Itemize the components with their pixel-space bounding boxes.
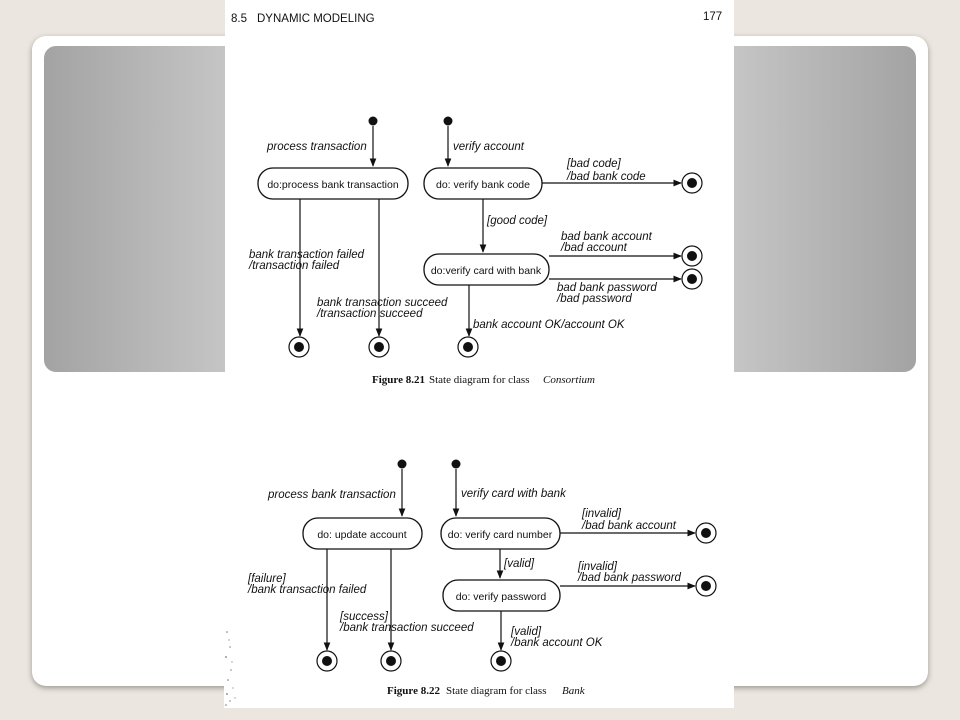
label-transaction-succeed: /transaction succeed [317,308,423,320]
label-failure: [failure] [248,573,286,585]
label-success: [success] [340,611,388,623]
initial-state-verify-number [452,460,461,469]
scanned-page-consortium [225,0,734,404]
state-verify-number-label: do: verify card number [447,529,553,541]
label-bank-transaction-succeed: bank transaction succeed [317,297,448,309]
label-bad-bank-account: bad bank account [561,231,652,243]
label-process-transaction: process transaction [267,141,367,153]
figure-class-consortium: Consortium [543,374,595,386]
label-valid-2: [valid] [511,626,542,638]
label-transaction-failed: /transaction failed [249,260,340,272]
state-diagram-bank [224,452,734,708]
label-bank-transaction-failed: bank transaction failed [249,249,365,261]
label-process-bank-transaction: process bank transaction [268,489,396,501]
initial-state-verify [444,117,453,126]
label-bank-account-ok: /bank account OK [511,637,603,649]
label-bad-code: [bad code] [567,158,621,170]
scanned-page-bank [224,452,734,708]
figure-label-8-21: Figure 8.21 [372,374,425,386]
page-number: 177 [703,11,723,23]
initial-state-update [398,460,407,469]
label-verify-account: verify account [453,141,524,153]
figure-caption-8-21: State diagram for class [429,374,530,386]
label-verify-card-with-bank: verify card with bank [461,488,566,500]
label-bank-transaction-succeed: /bank transaction succeed [340,622,474,634]
label-bad-bank-account: /bad bank account [582,520,676,532]
state-verify-card-label: do:verify card with bank [430,265,542,277]
label-bad-bank-code: /bad bank code [567,171,646,183]
header-section: 8.5 [231,13,247,25]
state-verify-code-label: do: verify bank code [436,179,530,191]
header-title: DYNAMIC MODELING [257,13,375,25]
figure-class-bank: Bank [562,685,585,697]
figure-label-8-22: Figure 8.22 [387,685,440,697]
label-bad-bank-password: bad bank password [557,282,657,294]
label-bad-account: /bad account [561,242,627,254]
label-valid-1: [valid] [504,558,535,570]
figure-caption-8-22: State diagram for class [446,685,547,697]
state-process-label: do:process bank transaction [267,179,399,191]
scan-noise [225,631,236,706]
label-invalid-1: [invalid] [582,508,621,520]
label-bank-account-ok: bank account OK/account OK [473,319,625,331]
initial-state-process [369,117,378,126]
label-bank-transaction-failed: /bank transaction failed [248,584,367,596]
label-bad-bank-password: /bad bank password [578,572,681,584]
state-update-label: do: update account [317,529,407,541]
state-verify-password-label: do: verify password [455,591,547,603]
label-good-code: [good code] [487,215,548,227]
label-invalid-2: [invalid] [578,561,617,573]
label-bad-password: /bad password [557,293,632,305]
state-diagram-consortium [225,0,734,404]
